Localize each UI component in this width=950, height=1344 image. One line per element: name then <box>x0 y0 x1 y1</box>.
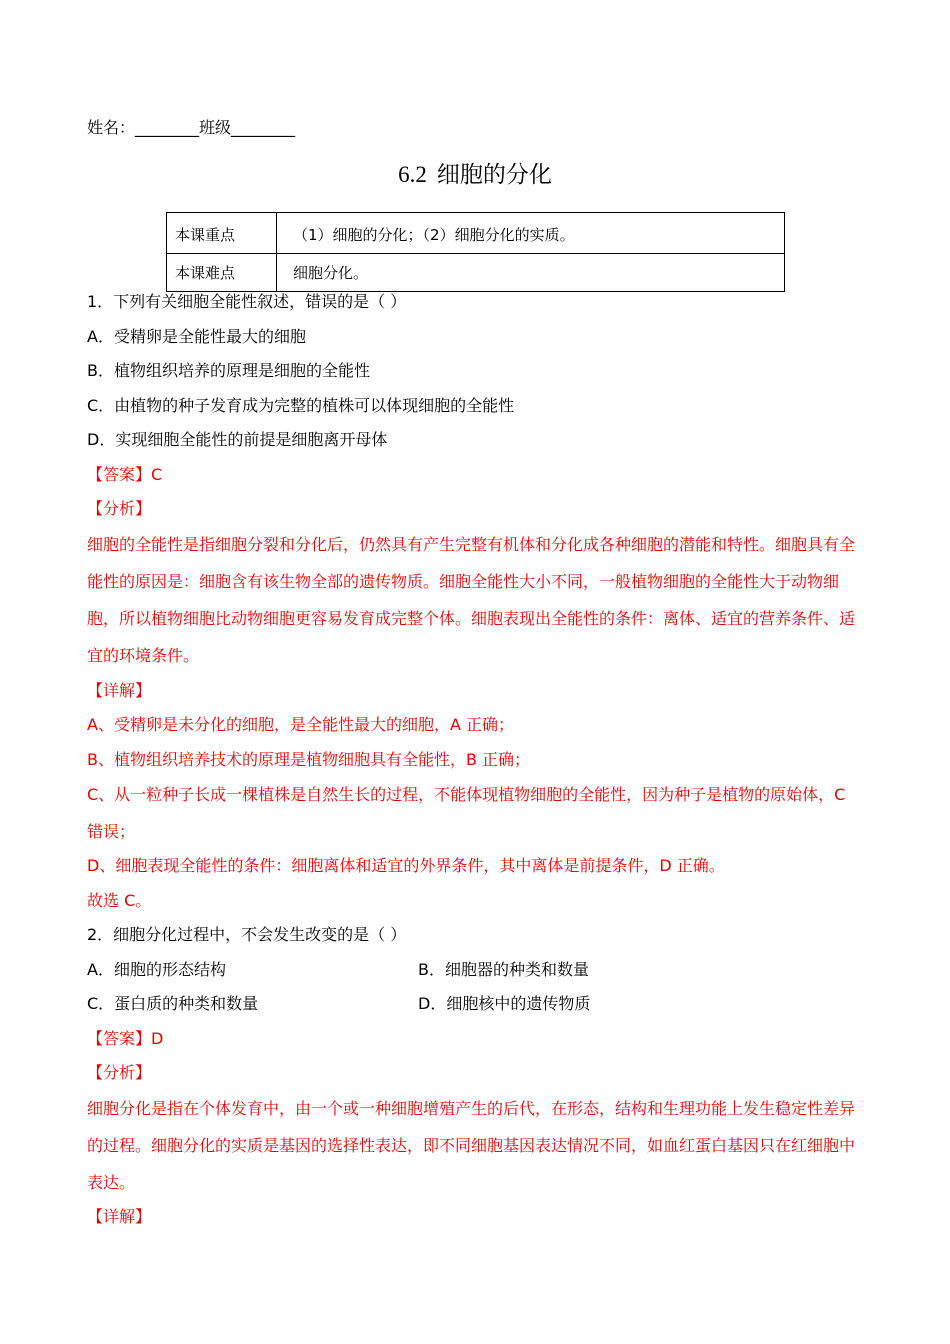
q1-option-d: D．实现细胞全能性的前提是细胞离开母体 <box>87 430 388 449</box>
q1-detail-b: B、植物组织培养技术的原理是植物细胞具有全能性，B 正确； <box>87 750 531 769</box>
q1-option-a: A．受精卵是全能性最大的细胞 <box>87 327 306 346</box>
q1-option-b: B．植物组织培养的原理是细胞的全能性 <box>87 361 370 380</box>
class-label: 班级 <box>199 118 232 137</box>
name-blank: ________ <box>135 118 200 137</box>
difficulty-value: 细胞分化。 <box>277 254 785 292</box>
lesson-focus-table <box>166 212 785 292</box>
name-label: 姓名： <box>87 118 136 137</box>
title-number: 6.2 <box>398 162 427 187</box>
focus-value: （1）细胞的分化；（2）细胞分化的实质。 <box>277 213 785 254</box>
difficulty-key: 本课难点 <box>167 254 277 292</box>
name-class-line <box>87 118 295 138</box>
q2-option-d: D．细胞核中的遗传物质 <box>418 994 591 1013</box>
table-row <box>167 213 785 254</box>
q2-option-b: B．细胞器的种类和数量 <box>418 960 589 979</box>
q2-analysis-label: 【分析】 <box>87 1063 152 1082</box>
q2-analysis-text: 细胞分化是指在个体发育中，由一个或一种细胞增殖产生的后代，在形态，结构和生理功能上发生稳定性差异的过程。细胞分化的实质是基因的选择性表达，即不同细胞基因表达情况不同，如血红蛋白基因只在红细胞中表达。 <box>87 1099 856 1192</box>
q2-detail-label: 【详解】 <box>87 1207 152 1226</box>
q1-detail-label: 【详解】 <box>87 681 152 700</box>
q2-stem: 2．细胞分化过程中，不会发生改变的是（ ） <box>87 925 407 944</box>
q2-option-a: A．细胞的形态结构 <box>87 960 226 979</box>
q1-stem: 1．下列有关细胞全能性叙述，错误的是（ ） <box>87 292 407 311</box>
q1-analysis-text: 细胞的全能性是指细胞分裂和分化后，仍然具有产生完整有机体和分化成各种细胞的潜能和特性。细胞具有全能性的原因是：细胞含有该生物全部的遗传物质。细胞全能性大小不同，一般植物细胞的全能性大于动物细胞，所以植物细胞比动物细胞更容易发育成完整个体。细胞表现出全能性的条件：离体、适宜的营养条件、适宜的环境条件。 <box>87 535 856 665</box>
title-text: 细胞的分化 <box>436 162 552 188</box>
table-row <box>167 254 785 292</box>
page-title <box>0 160 950 190</box>
q1-detail-d: D、细胞表现全能性的条件：细胞离体和适宜的外界条件，其中离体是前提条件，D 正确。 <box>87 856 725 875</box>
q1-option-c: C．由植物的种子发育成为完整的植株可以体现细胞的全能性 <box>87 396 515 415</box>
q2-option-c: C．蛋白质的种类和数量 <box>87 994 259 1013</box>
q1-analysis-label: 【分析】 <box>87 499 152 518</box>
q1-detail-c: C、从一粒种子长成一棵植株是自然生长的过程，不能体现植物细胞的全能性，因为种子是植物的原始体，C 错误； <box>87 785 846 841</box>
class-blank: ________ <box>231 118 296 137</box>
q1-conclusion: 故选 C。 <box>87 891 152 910</box>
q1-detail-a: A、受精卵是未分化的细胞，是全能性最大的细胞，A 正确； <box>87 715 514 734</box>
focus-key: 本课重点 <box>167 213 277 254</box>
q2-answer: 【答案】D <box>87 1029 164 1048</box>
q1-answer: 【答案】C <box>87 465 163 484</box>
